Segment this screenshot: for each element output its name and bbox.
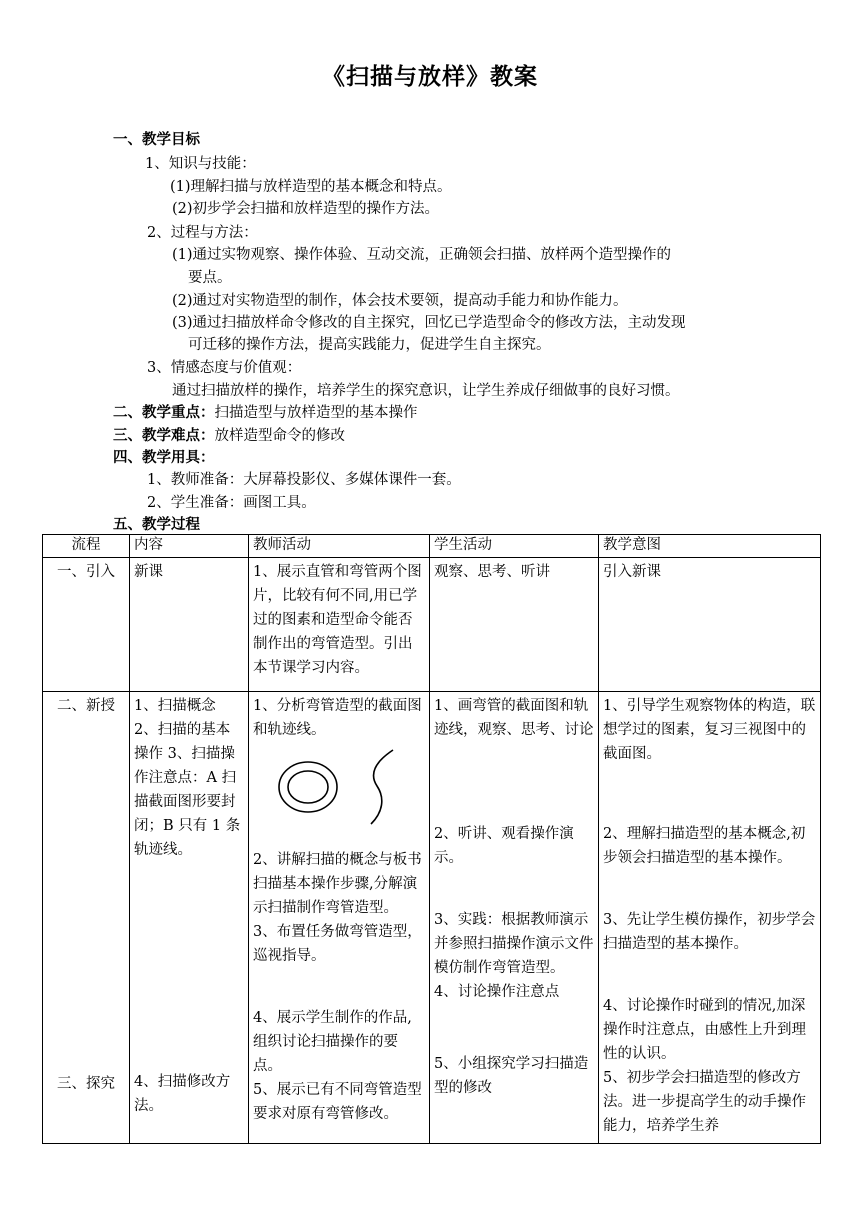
teacher-step-3: 3、布置任务做弯管造型，巡视指导。: [253, 924, 422, 964]
student-step-1: 1、画弯管的截面图和轨迹线，观察、思考、讨论: [434, 698, 594, 738]
teacher-cell: [249, 692, 430, 1144]
objective-process-item: (2)通过对实物造型的制作，体会技术要领，提高动手能力和协作能力。: [172, 293, 628, 309]
section-key-points-text: 扫描造型与放样造型的基本操作: [214, 405, 418, 421]
student-step-5: 5、小组探究学习扫描造型的修改: [434, 1056, 589, 1096]
content-cell: [130, 692, 249, 1144]
objective-knowledge-heading: 1、知识与技能：: [145, 156, 256, 172]
objective-attitude-heading: 3、情感态度与价值观：: [147, 360, 302, 376]
document-title: 《扫描与放样》教案: [322, 63, 538, 90]
section-difficulties-text: 放样造型命令的修改: [214, 428, 345, 444]
table-header-row: [43, 535, 821, 558]
objective-process-item-cont: 可迁移的操作方法，提高实践能力，促进学生自主探究。: [188, 337, 551, 353]
stage-cell: [43, 692, 130, 1144]
content-cell: 新课: [130, 558, 249, 692]
objective-process-item-cont: 要点。: [188, 270, 232, 286]
section-process-heading: 五、教学过程: [113, 516, 200, 533]
objective-process-item: (1)通过实物观察、操作体验、互动交流，正确领会扫描、放样两个造型操作的: [172, 247, 672, 263]
header-stage: 流程: [43, 535, 130, 558]
teacher-step-4: 4、展示学生制作的作品,组织讨论扫描操作的要点。: [253, 1010, 412, 1074]
pipe-section-trajectory-figure: [253, 746, 423, 828]
objective-knowledge-item: (1)理解扫描与放样造型的基本概念和特点。: [170, 179, 452, 195]
header-content: 内容: [130, 535, 249, 558]
teacher-step-1: 1、分析弯管造型的截面图和轨迹线。: [253, 698, 422, 738]
teacher-step-2: 2、讲解扫描的概念与板书扫描基本操作步骤,分解演示扫描制作弯管造型。: [253, 852, 422, 916]
intent-step-3: 3、先让学生模仿操作，初步学会扫描造型的基本操作。: [603, 912, 816, 952]
objective-process-heading: 2、过程与方法：: [147, 225, 258, 241]
intent-step-4: 4、讨论操作时碰到的情况,加深操作时注意点，由感性上升到理性的认识。: [603, 998, 806, 1062]
teacher-step-5: 5、展示已有不同弯管造型要求对原有弯管修改。: [253, 1082, 422, 1122]
section-key-points-label: 二、教学重点：: [113, 404, 215, 421]
student-cell: 观察、思考、听讲: [430, 558, 599, 692]
intent-step-5: 5、初步学会扫描造型的修改方法。进一步提高学生的动手操作能力，培养学生养: [603, 1070, 806, 1134]
content-scan-modify: 4、扫描修改方法。: [134, 1074, 231, 1114]
table-row: [43, 558, 821, 692]
intent-cell: 引入新课: [599, 558, 821, 692]
stage-cell: 一、引入: [43, 558, 130, 692]
objective-attitude-item: 通过扫描放样的操作，培养学生的探究意识，让学生养成仔细做事的良好习惯。: [172, 383, 680, 399]
objective-knowledge-item: (2)初步学会扫描和放样造型的操作方法。: [172, 201, 440, 217]
student-cell: [430, 692, 599, 1144]
header-student: 学生活动: [430, 535, 599, 558]
table-row: [43, 692, 821, 1144]
section-difficulties-label: 三、教学难点：: [113, 427, 215, 444]
stage-new-label: 二、新授: [57, 698, 115, 714]
teacher-cell: 1、展示直管和弯管两个图片，比较有何不同,用已学过的图素和造型命令能否制作出的弯管造型。引出本节课学习内容。: [249, 558, 430, 692]
content-scan-basics: 1、扫描概念 2、扫描的基本操作 3、扫描操作注意点：A 扫描截面图形要封闭；B 只有 1 条轨迹线。: [134, 698, 241, 858]
section-tools-heading: 四、教学用具：: [113, 449, 215, 466]
tools-student: 2、学生准备：画图工具。: [147, 495, 316, 511]
tools-teacher: 1、教师准备：大屏幕投影仪、多媒体课件一套。: [147, 472, 461, 488]
student-step-2: 2、听讲、观看操作演示。: [434, 826, 574, 866]
section-key-points: [113, 403, 418, 423]
intent-step-1: 1、引导学生观察物体的构造，联想学过的图素，复习三视图中的截面图。: [603, 698, 816, 762]
header-intent: 教学意图: [599, 535, 821, 558]
objective-process-item: (3)通过扫描放样命令修改的自主探究，回忆已学造型命令的修改方法，主动发现: [172, 315, 686, 331]
inner-circle-shape: [288, 771, 328, 803]
stage-explore-label: 三、探究: [57, 1076, 115, 1092]
section-objectives-heading: 一、教学目标: [113, 131, 200, 148]
header-teacher: 教师活动: [249, 535, 430, 558]
student-step-3: 3、实践：根据教师演示并参照扫描操作演示文件模仿制作弯管造型。: [434, 912, 594, 976]
section-difficulties: [113, 426, 345, 446]
trajectory-curve-shape: [371, 750, 393, 824]
intent-step-2: 2、理解扫描造型的基本概念,初步领会扫描造型的基本操作。: [603, 826, 806, 866]
intent-cell: [599, 692, 821, 1144]
lesson-process-table: [42, 534, 821, 1144]
student-step-4: 4、讨论操作注意点: [434, 984, 560, 1000]
